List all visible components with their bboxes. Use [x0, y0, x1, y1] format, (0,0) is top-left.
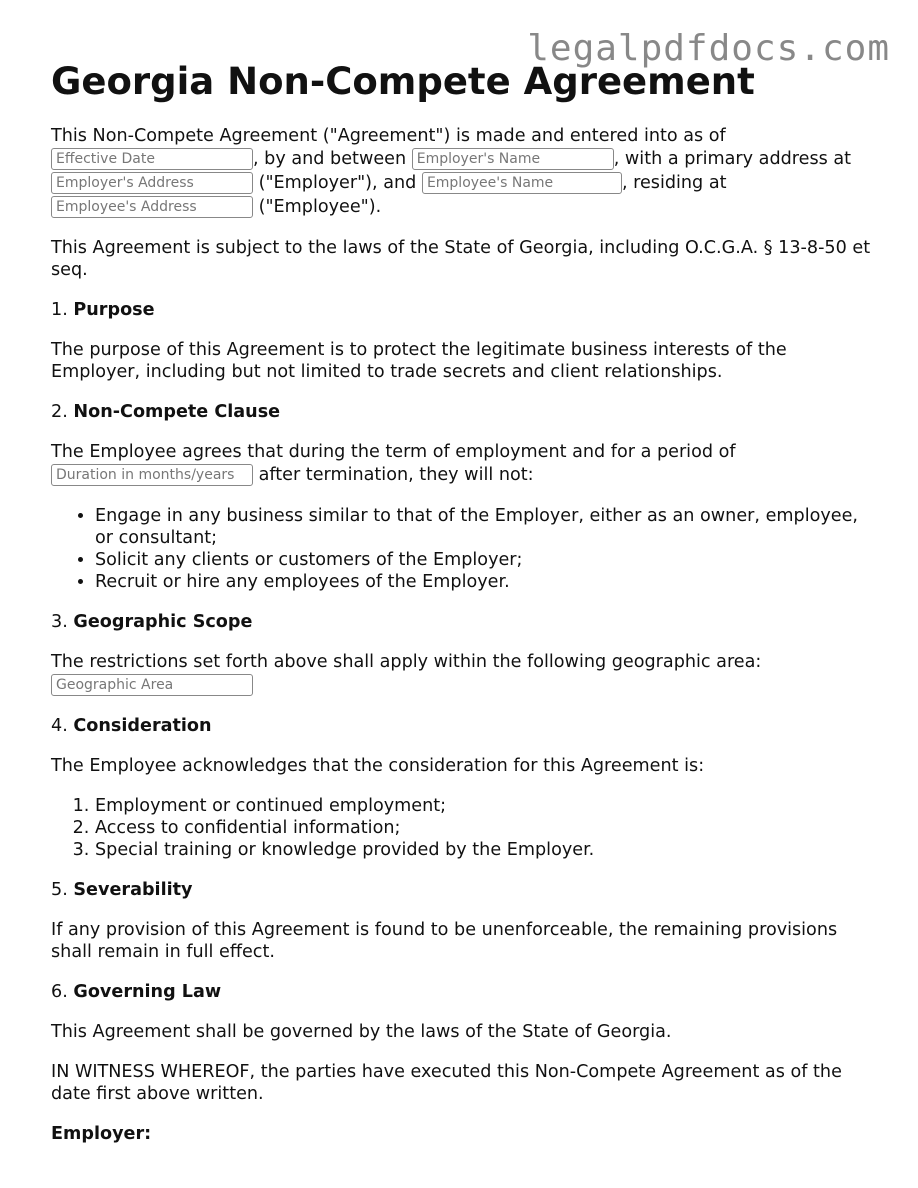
employer-signature-label: [51, 1123, 871, 1145]
section-title: Purpose: [73, 299, 155, 320]
severability-text: If any provision of this Agreement is found to be unenforceable, the remaining provisions shall remain in full effect.: [51, 919, 838, 962]
section-number: 2.: [51, 401, 68, 422]
section-number: 6.: [51, 981, 68, 1002]
consideration-list: [51, 795, 871, 861]
employer-label: Employer:: [51, 1123, 152, 1144]
section-heading-consideration: [51, 715, 871, 737]
document: [51, 62, 871, 1163]
employee-address-field[interactable]: [51, 196, 253, 218]
list-item: • Engage in any business similar to that of the Employer, either as an owner, employee, or consultant;: [95, 505, 871, 549]
section-number: 5.: [51, 879, 68, 900]
intro-text-2: , by and between: [253, 148, 407, 169]
employer-name-field[interactable]: [412, 148, 614, 170]
effective-date-field[interactable]: [51, 148, 253, 170]
section-number: 1.: [51, 299, 68, 320]
section-heading-severability: [51, 879, 871, 901]
consideration-text: The Employee acknowledges that the consideration for this Agreement is:: [51, 755, 705, 776]
noncompete-text-2: after termination, they will not:: [253, 464, 534, 485]
section-title: Geographic Scope: [73, 611, 253, 632]
noncompete-list: [51, 505, 871, 593]
section-title: Non-Compete Clause: [73, 401, 281, 422]
purpose-text: The purpose of this Agreement is to protect the legitimate business interests of the Employer, including but not limited to trade secrets and client relationships.: [51, 339, 787, 382]
duration-field[interactable]: [51, 464, 253, 486]
page-title: Georgia Non-Compete Agreement: [51, 60, 755, 103]
list-item: 3. Special training or knowledge provided by the Employer.: [95, 839, 871, 861]
governing-law-text: This Agreement shall be governed by the laws of the State of Georgia.: [51, 1021, 672, 1042]
intro-text-3: , with a primary address at: [613, 148, 852, 169]
section-number: 3.: [51, 611, 68, 632]
law-statement: This Agreement is subject to the laws of the State of Georgia, including O.C.G.A. § 13-8-50 et seq.: [51, 237, 871, 280]
section-heading-geographic: [51, 611, 871, 633]
list-item: 2. Access to confidential information;: [95, 817, 871, 839]
noncompete-text-1: The Employee agrees that during the term of employment and for a period of: [51, 441, 736, 462]
section-heading-purpose: [51, 299, 871, 321]
section-heading-governing-law: [51, 981, 871, 1003]
section-heading-noncompete: [51, 401, 871, 423]
geographic-text: [51, 651, 871, 697]
witness-text: IN WITNESS WHEREOF, the parties have executed this Non-Compete Agreement as of the date first above written.: [51, 1061, 842, 1104]
geographic-text-1: The restrictions set forth above shall apply within the following geographic area:: [51, 651, 762, 672]
employer-address-field[interactable]: [51, 172, 253, 194]
watermark: legalpdfdocs.com: [527, 28, 890, 69]
section-title: Consideration: [73, 715, 212, 736]
intro-text-1: This Non-Compete Agreement ("Agreement") is made and entered into as of: [51, 125, 726, 146]
employee-name-field[interactable]: [422, 172, 622, 194]
intro-text-5: , residing at: [621, 172, 727, 193]
geographic-area-field[interactable]: [51, 674, 253, 696]
intro-text-6: ("Employee").: [253, 196, 382, 217]
section-number: 4.: [51, 715, 68, 736]
noncompete-text: [51, 441, 871, 487]
intro-text-4: ("Employer"), and: [253, 172, 417, 193]
section-title: Governing Law: [73, 981, 222, 1002]
list-item: 1. Employment or continued employment;: [95, 795, 871, 817]
intro-paragraph: [51, 125, 871, 219]
section-title: Severability: [73, 879, 193, 900]
list-item: • Recruit or hire any employees of the Employer.: [95, 571, 871, 593]
list-item: • Solicit any clients or customers of the Employer;: [95, 549, 871, 571]
